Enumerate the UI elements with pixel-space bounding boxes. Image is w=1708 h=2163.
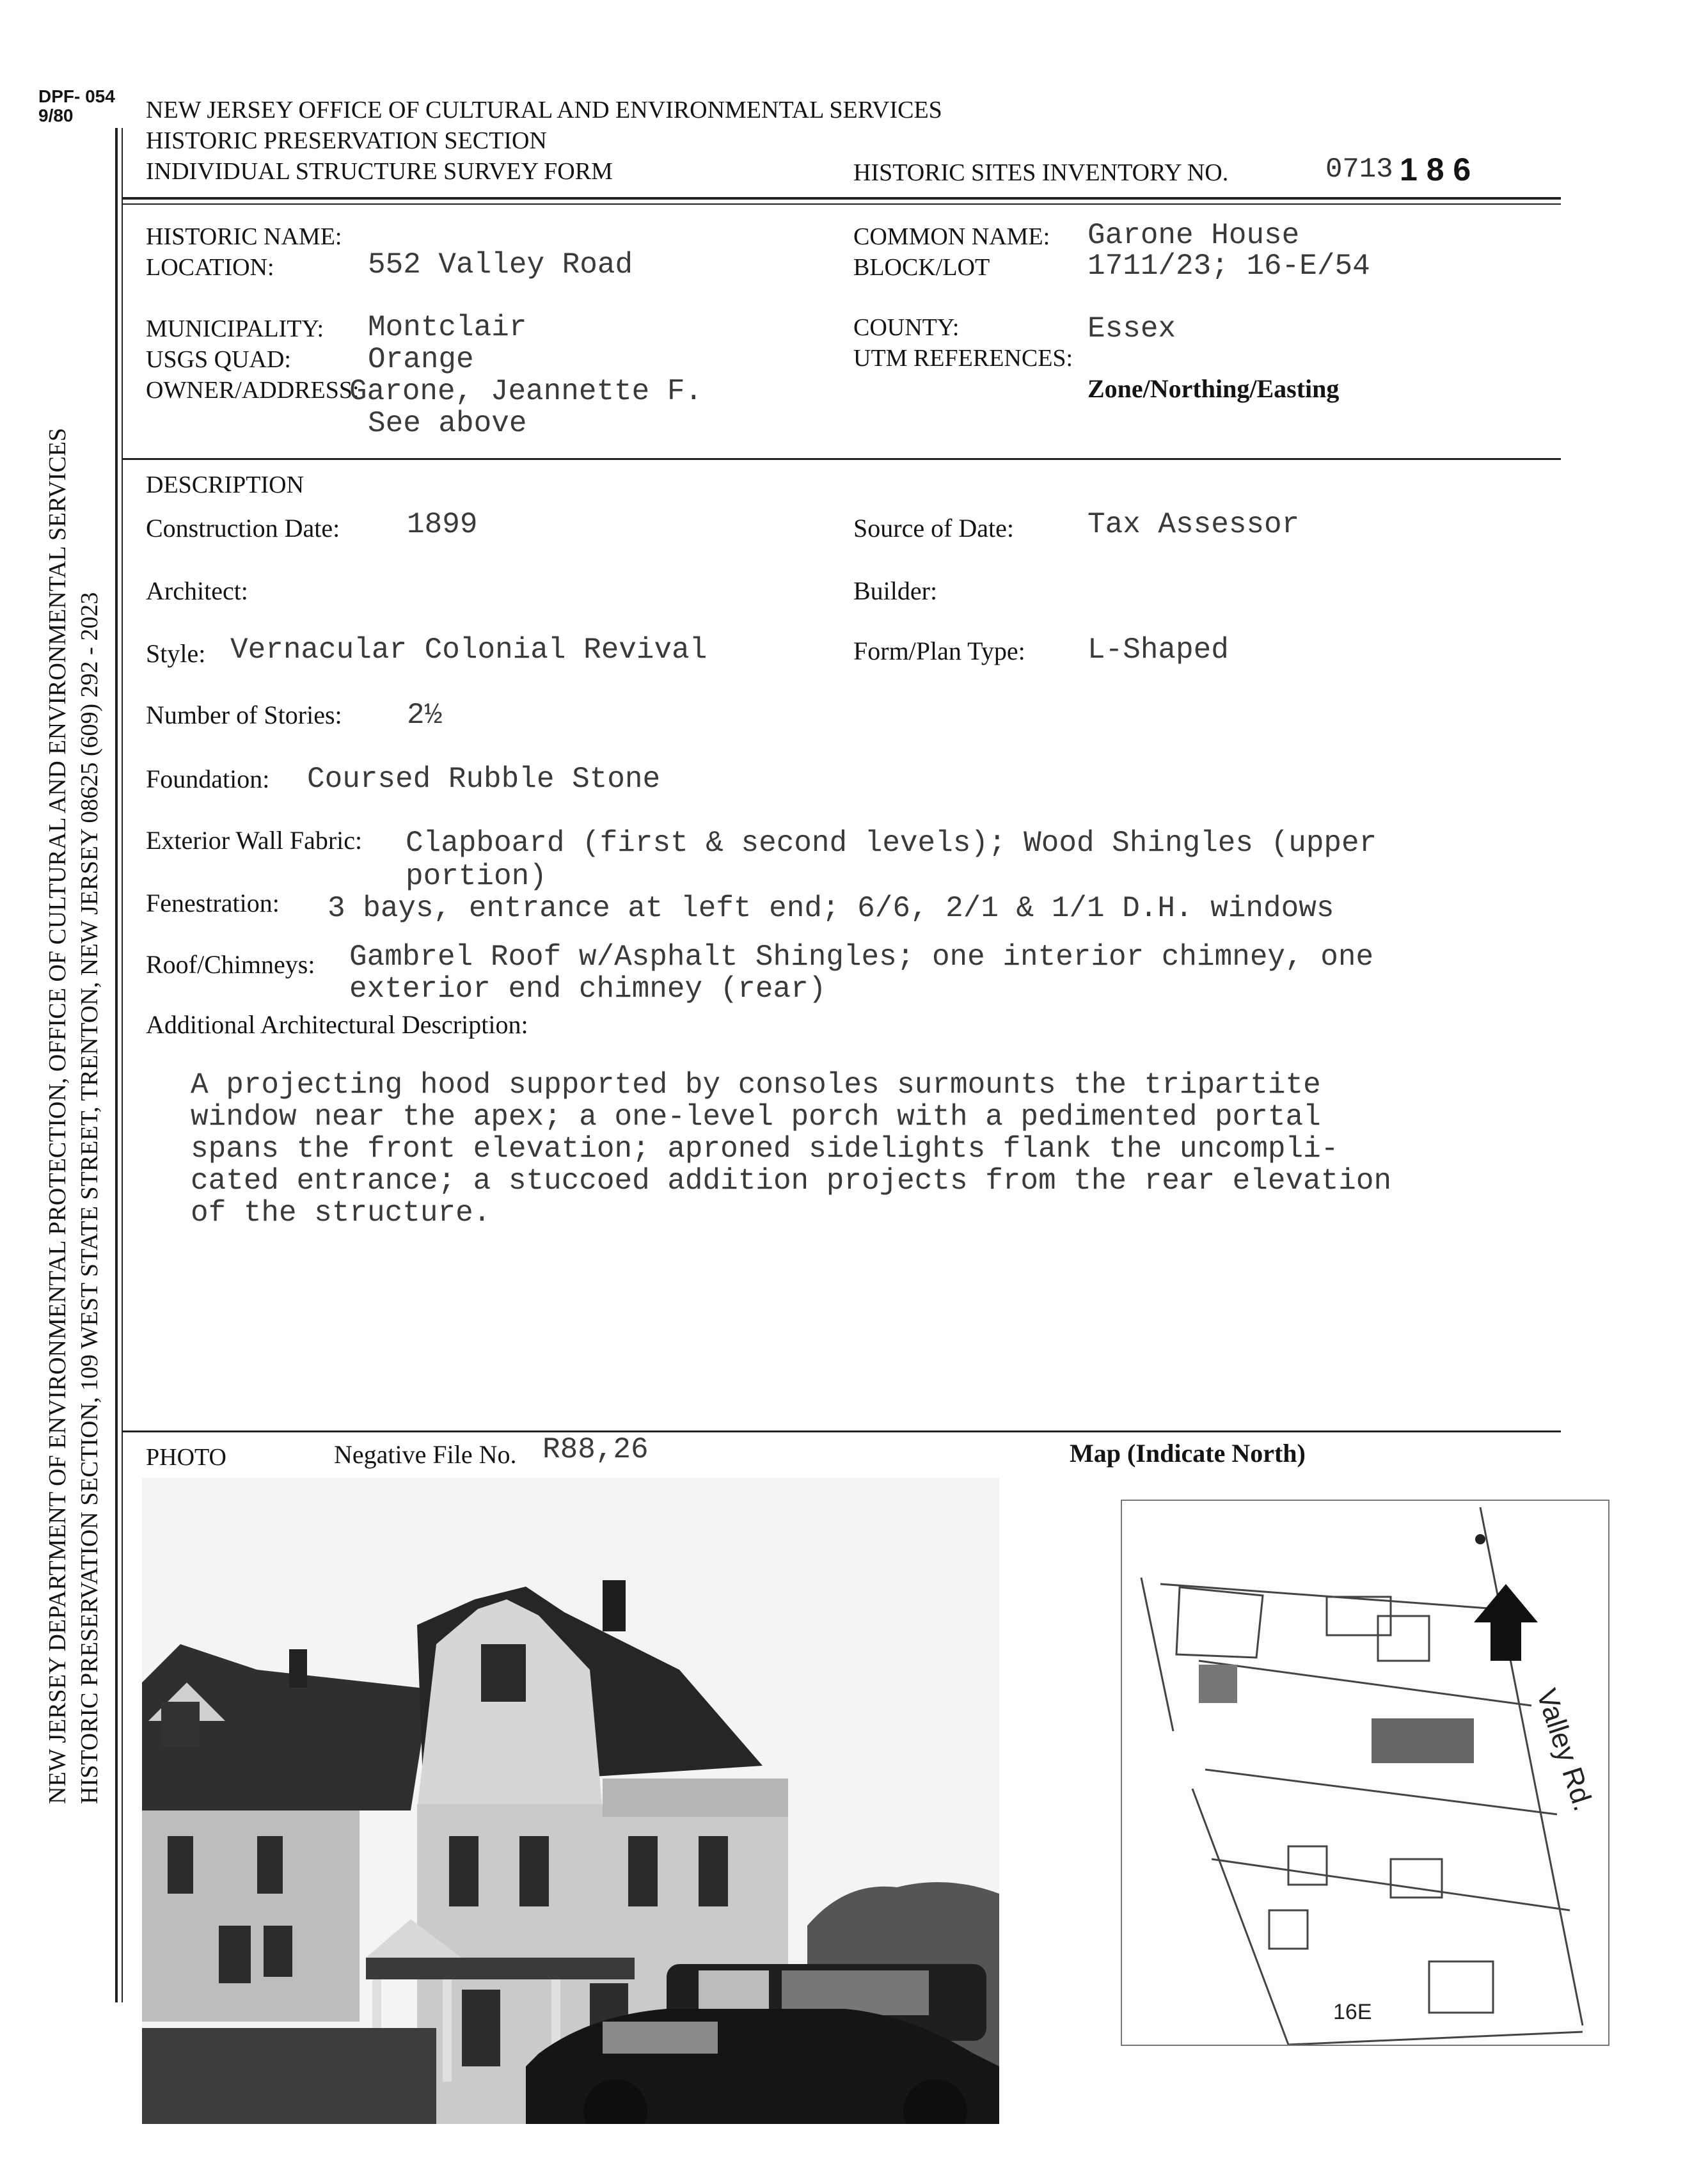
owner-value: Garone, Jeannette F. bbox=[349, 375, 703, 408]
location-value: 552 Valley Road bbox=[368, 248, 633, 281]
inventory-number: 1 8 6 bbox=[1400, 152, 1471, 187]
foundation-value: Coursed Rubble Stone bbox=[307, 763, 661, 796]
additional-description-line-5: of the structure. bbox=[191, 1196, 491, 1230]
block-lot-label: BLOCK/LOT bbox=[853, 254, 990, 281]
additional-description-line-4: cated entrance; a stuccoed addition projects from the rear elevation bbox=[191, 1164, 1392, 1198]
common-name-value: Garone House bbox=[1087, 219, 1300, 252]
photo-section-rule bbox=[122, 1430, 1561, 1432]
utm-label: UTM REFERENCES: bbox=[853, 345, 1073, 372]
usgs-quad-value: Orange bbox=[368, 343, 474, 376]
usgs-quad-label: USGS QUAD: bbox=[146, 346, 291, 373]
north-arrow-icon bbox=[1474, 1584, 1538, 1661]
style-label: Style: bbox=[146, 639, 206, 668]
owner-label: OWNER/ADDRESS: bbox=[146, 377, 360, 404]
roof-chimneys-value-cont: exterior end chimney (rear) bbox=[349, 972, 826, 1006]
wall-fabric-label: Exterior Wall Fabric: bbox=[146, 826, 363, 855]
roof-chimneys-value: Gambrel Roof w/Asphalt Shingles; one interior chimney, one bbox=[349, 940, 1374, 974]
stories-value: 2½ bbox=[407, 699, 443, 732]
form-plan-value: L-Shaped bbox=[1087, 633, 1229, 667]
form-code bbox=[38, 87, 115, 125]
construction-date-label: Construction Date: bbox=[146, 514, 340, 543]
negative-file-label: Negative File No. bbox=[334, 1440, 517, 1469]
description-heading: DESCRIPTION bbox=[146, 471, 304, 498]
source-of-date-label: Source of Date: bbox=[853, 514, 1015, 543]
negative-file-value: R88,26 bbox=[542, 1433, 649, 1466]
inventory-prefix: 0713 bbox=[1325, 154, 1393, 186]
foundation-label: Foundation: bbox=[146, 765, 270, 793]
common-name-label: COMMON NAME: bbox=[853, 223, 1050, 250]
photo-label: PHOTO bbox=[146, 1444, 226, 1471]
header-rule-top bbox=[122, 197, 1561, 200]
map-block-label: 16E bbox=[1333, 2000, 1372, 2024]
header-agency: NEW JERSEY OFFICE OF CULTURAL AND ENVIRONMENTAL SERVICES bbox=[146, 97, 942, 123]
fenestration-label: Fenestration: bbox=[146, 889, 280, 917]
house-photo bbox=[142, 1478, 999, 2124]
county-value: Essex bbox=[1087, 312, 1176, 345]
architect-label: Architect: bbox=[146, 576, 248, 605]
additional-description-line-2: window near the apex; a one-level porch with a pedimented portal bbox=[191, 1100, 1321, 1134]
side-text-line2: HISTORIC PRESERVATION SECTION, 109 WEST STATE STREET, TRENTON, NEW JERSEY 08625 (609) 292 - 2023 bbox=[76, 592, 103, 1804]
construction-date-value: 1899 bbox=[407, 508, 478, 541]
roof-chimneys-label: Roof/Chimneys: bbox=[146, 950, 315, 979]
map-label: Map (Indicate North) bbox=[1070, 1439, 1306, 1468]
additional-description-label: Additional Architectural Description: bbox=[146, 1010, 528, 1039]
form-code-date: 9/80 bbox=[38, 106, 74, 125]
county-label: COUNTY: bbox=[853, 314, 960, 341]
fenestration-value: 3 bays, entrance at left end; 6/6, 2/1 & 1/1 D.H. windows bbox=[328, 892, 1334, 925]
form-code-number: DPF- 054 bbox=[38, 86, 115, 106]
inventory-label: HISTORIC SITES INVENTORY NO. bbox=[853, 159, 1229, 186]
wall-fabric-value: Clapboard (first & second levels); Wood Shingles (upper bbox=[406, 827, 1377, 860]
header-rule-bottom bbox=[122, 203, 1561, 205]
wall-fabric-value-cont: portion) bbox=[406, 860, 547, 893]
style-value: Vernacular Colonial Revival bbox=[230, 633, 708, 667]
source-of-date-value: Tax Assessor bbox=[1087, 508, 1300, 541]
left-border-outer bbox=[115, 128, 118, 2002]
left-border-inner bbox=[122, 128, 123, 2002]
additional-description-line-1: A projecting hood supported by consoles surmounts the tripartite bbox=[191, 1068, 1321, 1102]
block-lot-value: 1711/23; 16-E/54 bbox=[1087, 250, 1370, 283]
utm-format: Zone/Northing/Easting bbox=[1087, 374, 1340, 403]
additional-description-line-3: spans the front elevation; aproned sidelights flank the uncompli- bbox=[191, 1132, 1339, 1166]
site-map bbox=[1121, 1500, 1609, 2046]
description-rule bbox=[122, 458, 1561, 460]
map-street-label: Valley Rd. bbox=[1530, 1684, 1600, 1815]
stories-label: Number of Stories: bbox=[146, 701, 342, 729]
municipality-label: MUNICIPALITY: bbox=[146, 315, 324, 342]
builder-label: Builder: bbox=[853, 576, 938, 605]
municipality-value: Montclair bbox=[368, 311, 527, 344]
owner-address-value: See above bbox=[368, 407, 527, 440]
header-form-title: INDIVIDUAL STRUCTURE SURVEY FORM bbox=[146, 158, 613, 185]
location-label: LOCATION: bbox=[146, 254, 274, 281]
form-plan-label: Form/Plan Type: bbox=[853, 637, 1025, 665]
side-text-line1: NEW JERSEY DEPARTMENT OF ENVIRONMENTAL PROTECTION, OFFICE OF CULTURAL AND ENVIRONMENTAL SERVICES bbox=[44, 427, 71, 1804]
historic-name-label: HISTORIC NAME: bbox=[146, 223, 342, 250]
header-section: HISTORIC PRESERVATION SECTION bbox=[146, 127, 547, 154]
